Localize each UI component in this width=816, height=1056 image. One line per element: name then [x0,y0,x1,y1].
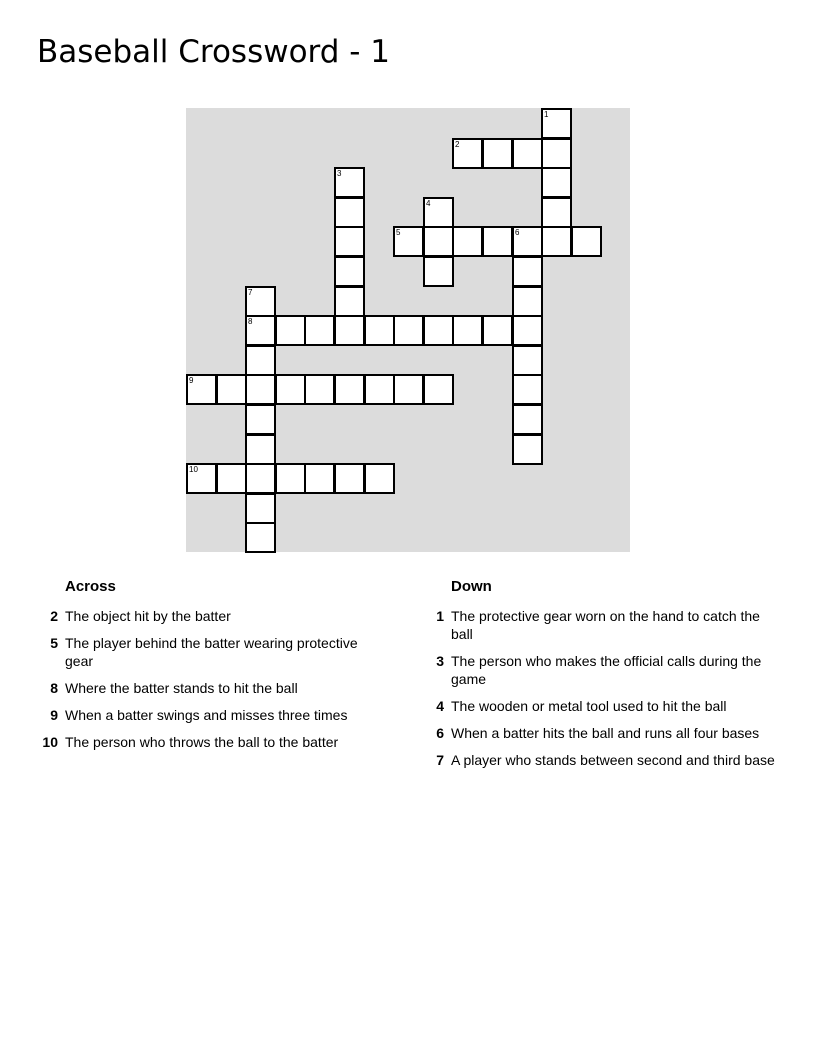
grid-cell[interactable] [512,315,543,346]
grid-cell[interactable] [512,256,543,287]
down-clue-1 [420,607,780,643]
cell-number: 6 [515,228,520,237]
grid-cell[interactable] [541,108,572,139]
grid-cell[interactable] [304,463,335,494]
crossword-grid [186,108,630,552]
across-clue-8 [34,679,384,697]
grid-cell[interactable] [334,374,365,405]
down-clue-4 [420,697,780,715]
across-clues [34,578,384,760]
clue-text: The protective gear worn on the hand to catch the ball [451,608,760,642]
clue-text: When a batter swings and misses three times [65,707,348,723]
grid-cell[interactable] [334,226,365,257]
grid-cell[interactable] [452,138,483,169]
clue-number: 8 [50,680,58,696]
grid-cell[interactable] [571,226,602,257]
grid-cell[interactable] [364,374,395,405]
grid-cell[interactable] [393,226,424,257]
cell-number: 7 [248,288,253,297]
grid-cell[interactable] [186,374,217,405]
down-clues [420,578,780,778]
grid-cell[interactable] [541,226,572,257]
grid-cell[interactable] [423,256,454,287]
grid-cell[interactable] [186,463,217,494]
grid-cell[interactable] [304,315,335,346]
grid-cell[interactable] [541,138,572,169]
cell-number: 10 [189,465,198,474]
cell-number: 9 [189,376,194,385]
across-clue-9 [34,706,384,724]
grid-cell[interactable] [423,374,454,405]
grid-cell[interactable] [541,167,572,198]
clue-text: The object hit by the batter [65,608,231,624]
down-clue-3 [420,652,780,688]
grid-cell[interactable] [393,374,424,405]
grid-cell[interactable] [245,522,276,553]
cell-number: 4 [426,199,431,208]
grid-cell[interactable] [393,315,424,346]
clue-number: 1 [436,608,444,624]
cell-number: 1 [544,110,549,119]
clue-text: The player behind the batter wearing protective gear [65,635,358,669]
grid-cell[interactable] [275,463,306,494]
grid-cell[interactable] [482,138,513,169]
grid-cell[interactable] [364,463,395,494]
cell-number: 3 [337,169,342,178]
clue-text: The person who throws the ball to the batter [65,734,339,750]
clue-text: The person who makes the official calls during the game [451,653,762,687]
page-title: Baseball Crossword - 1 [37,34,391,70]
grid-cell[interactable] [334,463,365,494]
grid-cell[interactable] [452,226,483,257]
cell-number: 8 [248,317,253,326]
grid-cell[interactable] [541,197,572,228]
grid-cell[interactable] [245,463,276,494]
grid-cell[interactable] [364,315,395,346]
cell-number: 5 [396,228,401,237]
grid-cell[interactable] [512,226,543,257]
across-clue-2 [34,607,384,625]
down-clue-7 [420,751,780,769]
grid-cell[interactable] [423,197,454,228]
across-clue-5 [34,634,384,670]
grid-cell[interactable] [512,434,543,465]
grid-cell[interactable] [216,463,247,494]
down-clue-6 [420,724,780,742]
clue-number: 4 [436,698,444,714]
clue-number: 10 [42,734,58,750]
clue-number: 5 [50,635,58,651]
down-heading: Down [451,578,492,595]
across-heading: Across [65,578,116,595]
grid-cell[interactable] [334,286,365,317]
clue-text: A player who stands between second and third base [451,752,775,768]
grid-cell[interactable] [482,315,513,346]
clue-number: 3 [436,653,444,669]
clue-number: 9 [50,707,58,723]
grid-cell[interactable] [245,434,276,465]
grid-cell[interactable] [334,167,365,198]
across-clue-10 [34,733,384,751]
grid-cell[interactable] [275,374,306,405]
clue-text: Where the batter stands to hit the ball [65,680,298,696]
grid-cell[interactable] [275,315,306,346]
grid-cell[interactable] [512,286,543,317]
grid-cell[interactable] [304,374,335,405]
grid-cell[interactable] [512,374,543,405]
grid-cell[interactable] [512,404,543,435]
grid-cell[interactable] [334,315,365,346]
clue-number: 7 [436,752,444,768]
grid-cell[interactable] [334,197,365,228]
grid-cell[interactable] [245,404,276,435]
clue-number: 2 [50,608,58,624]
grid-cell[interactable] [245,374,276,405]
clue-number: 6 [436,725,444,741]
grid-cell[interactable] [245,315,276,346]
grid-cell[interactable] [482,226,513,257]
grid-cell[interactable] [216,374,247,405]
grid-cell[interactable] [245,286,276,317]
grid-cell[interactable] [512,138,543,169]
cell-number: 2 [455,140,460,149]
grid-cell[interactable] [423,226,454,257]
grid-cell[interactable] [512,345,543,376]
grid-cell[interactable] [452,315,483,346]
grid-cell[interactable] [334,256,365,287]
grid-cell[interactable] [245,493,276,524]
clue-text: The wooden or metal tool used to hit the ball [451,698,727,714]
grid-cell[interactable] [423,315,454,346]
clue-text: When a batter hits the ball and runs all four bases [451,725,760,741]
grid-cell[interactable] [245,345,276,376]
